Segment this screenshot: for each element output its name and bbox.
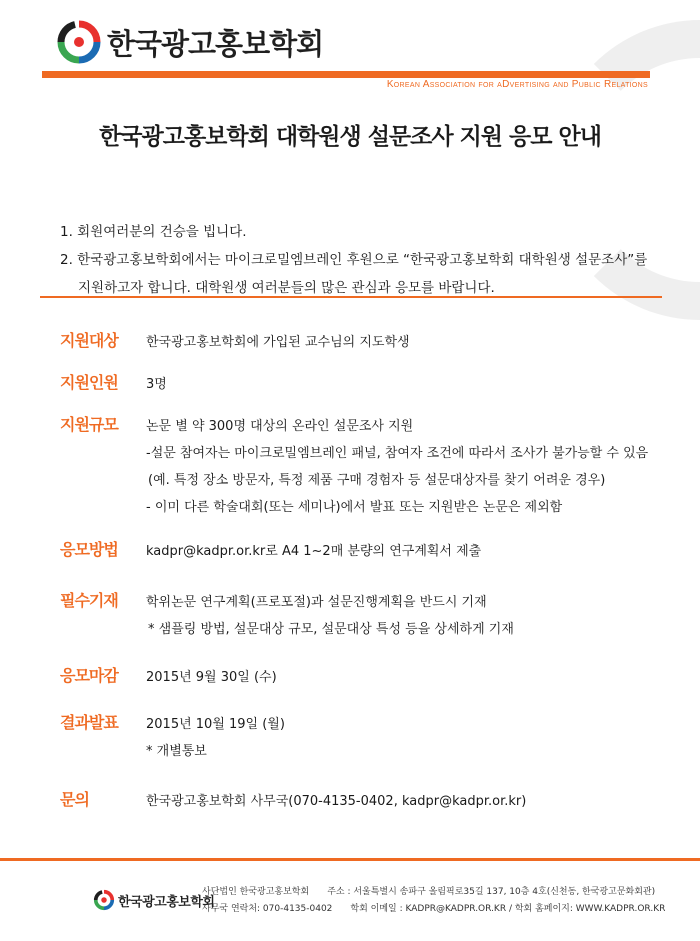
footer-legal-name: 사단법인 한국광고홍보학회 — [202, 887, 310, 897]
footer-phone: 사무국 연락처: 070-4135-0402 — [202, 904, 333, 914]
section-label: 지원대상 — [60, 331, 118, 350]
org-emblem-icon — [55, 18, 103, 66]
footer-org-name: 한국광고홍보학회 — [118, 894, 215, 910]
section-line: 한국광고홍보학회에 가입된 교수님의 지도학생 — [146, 335, 410, 350]
intro-text — [60, 218, 660, 302]
org-name-english: Korean Association for aDvertising and Public Relations — [386, 79, 648, 90]
section-line: 2015년 10월 19일 (월) — [146, 717, 285, 732]
section-label: 응모방법 — [60, 540, 118, 559]
intro-divider — [40, 296, 662, 298]
intro-line: 지원하고자 합니다. 대학원생 여러분들의 많은 관심과 응모를 바랍니다. — [78, 280, 495, 296]
section-line: * 샘플링 방법, 설문대상 규모, 설문대상 특성 등을 상세하게 기재 — [148, 622, 514, 637]
section-label: 문의 — [60, 790, 89, 809]
footer-address: 주소 : 서울특별시 송파구 올림픽로35길 137, 10층 4호(신천동, 한국광고문화회관) — [327, 887, 656, 897]
section-line: kadpr@kadpr.or.kr로 A4 1~2매 분량의 연구계획서 제출 — [146, 544, 482, 559]
section-content — [146, 589, 666, 643]
section-line: 논문 별 약 300명 대상의 온라인 설문조사 지원 — [146, 419, 414, 434]
section-line: - 이미 다른 학술대회(또는 세미나)에서 발표 또는 지원받은 논문은 제외함 — [146, 500, 563, 515]
org-name: 한국광고홍보학회 — [107, 26, 324, 61]
section-line: 한국광고홍보학회 사무국(070-4135-0402, kadpr@kadpr.or.kr) — [146, 794, 527, 809]
section-content — [146, 538, 666, 565]
section-content — [146, 664, 666, 691]
section-line: * 개별통보 — [146, 744, 207, 759]
footer-info — [202, 884, 665, 918]
section-label: 필수기재 — [60, 591, 118, 610]
footer-logo — [93, 889, 214, 911]
section-label: 응모마감 — [60, 666, 118, 685]
header-divider — [42, 71, 650, 78]
section-label: 지원규모 — [60, 415, 118, 434]
footer-divider — [0, 858, 700, 861]
page-title: 한국광고홍보학회 대학원생 설문조사 지원 응모 안내 — [99, 124, 601, 150]
section-line: -설문 참여자는 마이크로밀엠브레인 패널, 참여자 조건에 따라서 조사가 불가능할 수 있음 — [146, 446, 649, 461]
section-content — [146, 413, 666, 521]
section-line: 2015년 9월 30일 (수) — [146, 670, 277, 685]
footer — [0, 870, 700, 941]
intro-line: 2. 한국광고홍보학회에서는 마이크로밀엠브레인 후원으로 “한국광고홍보학회 대학원생 설문조사”를 — [60, 252, 648, 268]
org-logo — [55, 18, 323, 66]
section-content — [146, 711, 666, 765]
org-emblem-icon — [93, 889, 115, 911]
section-label: 지원인원 — [60, 373, 118, 392]
letterhead — [0, 0, 700, 95]
section-line: (예. 특정 장소 방문자, 특정 제품 구매 경험자 등 설문대상자를 찾기 어려운 경우) — [148, 473, 606, 488]
section-content — [146, 788, 666, 815]
section-line: 3명 — [146, 377, 167, 392]
intro-line: 1. 회원여러분의 건승을 빕니다. — [60, 224, 247, 240]
section-label: 결과발표 — [60, 713, 118, 732]
section-content — [146, 371, 666, 398]
section-content — [146, 329, 666, 356]
footer-contact: 학회 이메일 : KADPR@KADPR.OR.KR / 학회 홈페이지: WWW.KADPR.OR.KR — [350, 904, 666, 914]
section-line: 학위논문 연구계획(프로포절)과 설문진행계획을 반드시 기재 — [146, 595, 487, 610]
